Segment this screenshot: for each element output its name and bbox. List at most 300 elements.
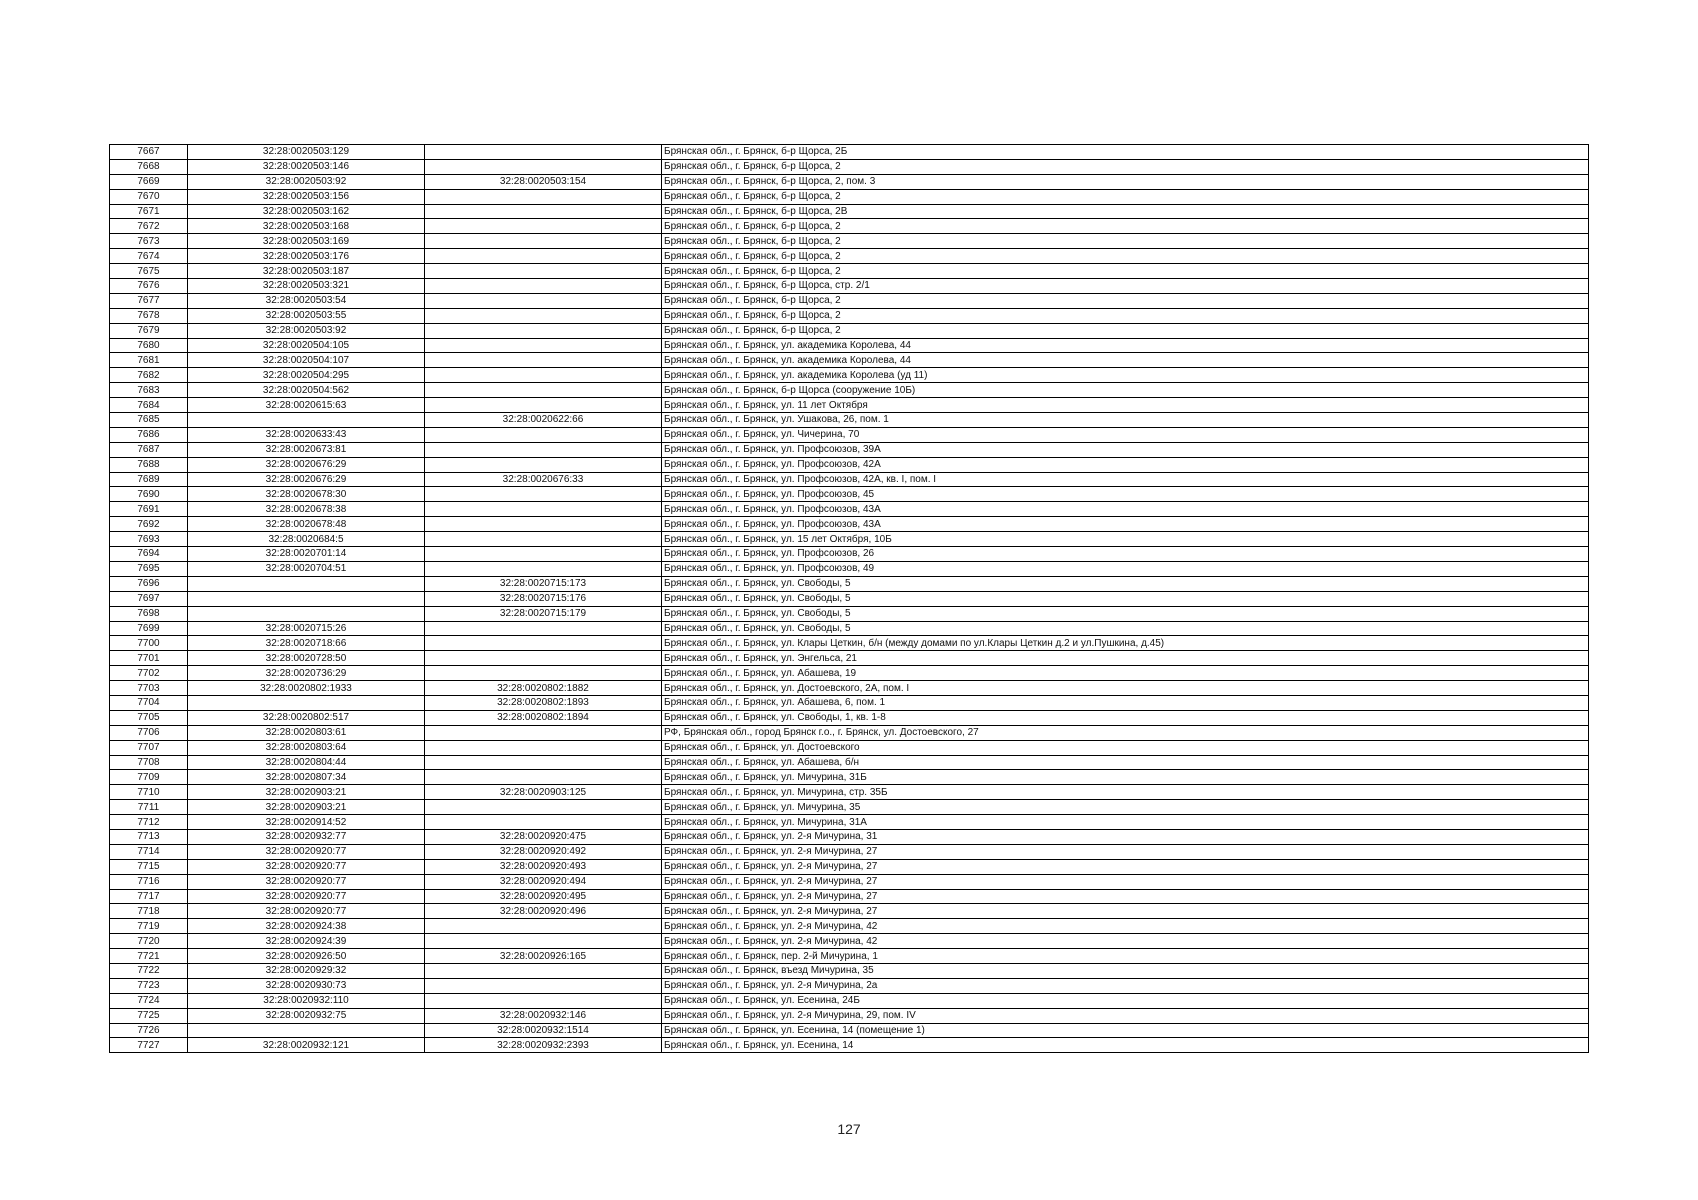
row-number-cell: 7691: [110, 502, 188, 517]
cadastral-number-cell: 32:28:0020930:73: [188, 978, 425, 993]
address-cell: Брянская обл., г. Брянск, б-р Щорса, 2: [662, 234, 1589, 249]
related-cadastral-number-cell: 32:28:0020715:173: [425, 576, 662, 591]
related-cadastral-number-cell: [425, 800, 662, 815]
row-number-cell: 7683: [110, 383, 188, 398]
address-cell: Брянская обл., г. Брянск, ул. Профсоюзов, 45: [662, 487, 1589, 502]
row-number-cell: 7720: [110, 934, 188, 949]
row-number-cell: 7696: [110, 576, 188, 591]
table-row: [110, 695, 1589, 710]
related-cadastral-number-cell: [425, 963, 662, 978]
related-cadastral-number-cell: 32:28:0020802:1894: [425, 710, 662, 725]
cadastral-number-cell: 32:28:0020803:64: [188, 740, 425, 755]
address-cell: Брянская обл., г. Брянск, ул. академика Королева (уд 11): [662, 368, 1589, 383]
address-cell: Брянская обл., г. Брянск, ул. Свободы, 5: [662, 606, 1589, 621]
cadastral-number-cell: 32:28:0020802:1933: [188, 681, 425, 696]
address-cell: РФ, Брянская обл., город Брянск г.о., г. Брянск, ул. Достоевского, 27: [662, 725, 1589, 740]
row-number-cell: 7689: [110, 472, 188, 487]
address-cell: Брянская обл., г. Брянск, ул. Профсоюзов, 39А: [662, 442, 1589, 457]
related-cadastral-number-cell: 32:28:0020676:33: [425, 472, 662, 487]
related-cadastral-number-cell: [425, 323, 662, 338]
row-number-cell: 7700: [110, 636, 188, 651]
row-number-cell: 7713: [110, 829, 188, 844]
cadastral-number-cell: 32:28:0020701:14: [188, 547, 425, 562]
row-number-cell: 7724: [110, 993, 188, 1008]
address-cell: Брянская обл., г. Брянск, б-р Щорса, 2: [662, 189, 1589, 204]
table-row: [110, 279, 1589, 294]
table-row: [110, 413, 1589, 428]
row-number-cell: 7671: [110, 204, 188, 219]
table-row: [110, 383, 1589, 398]
table-row: [110, 859, 1589, 874]
related-cadastral-number-cell: 32:28:0020715:179: [425, 606, 662, 621]
related-cadastral-number-cell: [425, 993, 662, 1008]
cadastral-number-cell: 32:28:0020728:50: [188, 651, 425, 666]
row-number-cell: 7670: [110, 189, 188, 204]
table-row: [110, 561, 1589, 576]
row-number-cell: 7709: [110, 770, 188, 785]
related-cadastral-number-cell: 32:28:0020920:494: [425, 874, 662, 889]
row-number-cell: 7677: [110, 293, 188, 308]
row-number-cell: 7676: [110, 279, 188, 294]
table-row: [110, 472, 1589, 487]
table-row: [110, 874, 1589, 889]
table-row: [110, 621, 1589, 636]
cadastral-number-cell: 32:28:0020503:55: [188, 308, 425, 323]
related-cadastral-number-cell: [425, 770, 662, 785]
table-row: [110, 651, 1589, 666]
related-cadastral-number-cell: [425, 368, 662, 383]
related-cadastral-number-cell: [425, 561, 662, 576]
row-number-cell: 7690: [110, 487, 188, 502]
address-cell: Брянская обл., г. Брянск, пер. 2-й Мичурина, 1: [662, 949, 1589, 964]
table-row: [110, 517, 1589, 532]
address-cell: Брянская обл., г. Брянск, ул. академика Королева, 44: [662, 353, 1589, 368]
address-cell: Брянская обл., г. Брянск, ул. 2-я Мичурина, 2а: [662, 978, 1589, 993]
row-number-cell: 7718: [110, 904, 188, 919]
table-row: [110, 308, 1589, 323]
table-row: [110, 978, 1589, 993]
related-cadastral-number-cell: [425, 934, 662, 949]
table-row: [110, 785, 1589, 800]
cadastral-number-cell: 32:28:0020924:39: [188, 934, 425, 949]
related-cadastral-number-cell: [425, 666, 662, 681]
table-row: [110, 219, 1589, 234]
row-number-cell: 7721: [110, 949, 188, 964]
address-cell: Брянская обл., г. Брянск, б-р Щорса, 2: [662, 293, 1589, 308]
row-number-cell: 7707: [110, 740, 188, 755]
table-row: [110, 1008, 1589, 1023]
cadastral-number-cell: 32:28:0020807:34: [188, 770, 425, 785]
related-cadastral-number-cell: [425, 189, 662, 204]
cadastral-number-cell: 32:28:0020920:77: [188, 859, 425, 874]
table-row: [110, 710, 1589, 725]
row-number-cell: 7704: [110, 695, 188, 710]
table-row: [110, 1038, 1589, 1053]
address-cell: Брянская обл., г. Брянск, ул. Свободы, 1, кв. 1-8: [662, 710, 1589, 725]
cadastral-number-cell: 32:28:0020932:77: [188, 829, 425, 844]
cadastral-number-cell: 32:28:0020503:176: [188, 249, 425, 264]
table-row: [110, 666, 1589, 681]
related-cadastral-number-cell: [425, 234, 662, 249]
registry-table: [109, 144, 1589, 1053]
table-row: [110, 457, 1589, 472]
cadastral-number-cell: 32:28:0020676:29: [188, 472, 425, 487]
row-number-cell: 7673: [110, 234, 188, 249]
cadastral-number-cell: 32:28:0020503:92: [188, 323, 425, 338]
row-number-cell: 7727: [110, 1038, 188, 1053]
cadastral-number-cell: 32:28:0020504:295: [188, 368, 425, 383]
table-row: [110, 949, 1589, 964]
related-cadastral-number-cell: [425, 651, 662, 666]
related-cadastral-number-cell: [425, 755, 662, 770]
related-cadastral-number-cell: [425, 279, 662, 294]
address-cell: Брянская обл., г. Брянск, ул. 15 лет Октября, 10Б: [662, 532, 1589, 547]
row-number-cell: 7669: [110, 174, 188, 189]
row-number-cell: 7698: [110, 606, 188, 621]
row-number-cell: 7686: [110, 427, 188, 442]
address-cell: Брянская обл., г. Брянск, ул. Мичурина, 31А: [662, 815, 1589, 830]
cadastral-number-cell: 32:28:0020503:146: [188, 159, 425, 174]
address-cell: Брянская обл., г. Брянск, ул. 2-я Мичурина, 27: [662, 859, 1589, 874]
table-row: [110, 189, 1589, 204]
table-row: [110, 487, 1589, 502]
table-row: [110, 234, 1589, 249]
table-row: [110, 547, 1589, 562]
address-cell: Брянская обл., г. Брянск, ул. Профсоюзов, 26: [662, 547, 1589, 562]
related-cadastral-number-cell: [425, 487, 662, 502]
row-number-cell: 7678: [110, 308, 188, 323]
address-cell: Брянская обл., г. Брянск, ул. Достоевского: [662, 740, 1589, 755]
page-number: 127: [837, 1121, 861, 1137]
address-cell: Брянская обл., г. Брянск, ул. Мичурина, 31Б: [662, 770, 1589, 785]
cadastral-number-cell: 32:28:0020715:26: [188, 621, 425, 636]
row-number-cell: 7695: [110, 561, 188, 576]
table-row: [110, 264, 1589, 279]
table-row: [110, 606, 1589, 621]
related-cadastral-number-cell: [425, 204, 662, 219]
related-cadastral-number-cell: 32:28:0020920:475: [425, 829, 662, 844]
cadastral-number-cell: 32:28:0020802:517: [188, 710, 425, 725]
row-number-cell: 7674: [110, 249, 188, 264]
cadastral-number-cell: 32:28:0020673:81: [188, 442, 425, 457]
address-cell: Брянская обл., г. Брянск, ул. Профсоюзов, 43А: [662, 502, 1589, 517]
row-number-cell: 7681: [110, 353, 188, 368]
address-cell: Брянская обл., г. Брянск, ул. академика Королева, 44: [662, 338, 1589, 353]
address-cell: Брянская обл., г. Брянск, б-р Щорса, стр. 2/1: [662, 279, 1589, 294]
row-number-cell: 7710: [110, 785, 188, 800]
related-cadastral-number-cell: 32:28:0020932:146: [425, 1008, 662, 1023]
table-row: [110, 502, 1589, 517]
address-cell: Брянская обл., г. Брянск, ул. Абашева, 19: [662, 666, 1589, 681]
related-cadastral-number-cell: [425, 293, 662, 308]
related-cadastral-number-cell: [425, 427, 662, 442]
table-row: [110, 293, 1589, 308]
address-cell: Брянская обл., г. Брянск, б-р Щорса, 2: [662, 249, 1589, 264]
row-number-cell: 7716: [110, 874, 188, 889]
row-number-cell: 7699: [110, 621, 188, 636]
row-number-cell: 7708: [110, 755, 188, 770]
related-cadastral-number-cell: 32:28:0020903:125: [425, 785, 662, 800]
cadastral-number-cell: 32:28:0020718:66: [188, 636, 425, 651]
address-cell: Брянская обл., г. Брянск, ул. Ушакова, 26, пом. 1: [662, 413, 1589, 428]
table-row: [110, 815, 1589, 830]
address-cell: Брянская обл., г. Брянск, ул. Профсоюзов, 42А, кв. I, пом. I: [662, 472, 1589, 487]
row-number-cell: 7692: [110, 517, 188, 532]
address-cell: Брянская обл., г. Брянск, ул. Достоевского, 2А, пом. I: [662, 681, 1589, 696]
cadastral-number-cell: 32:28:0020920:77: [188, 889, 425, 904]
cadastral-number-cell: 32:28:0020503:187: [188, 264, 425, 279]
related-cadastral-number-cell: [425, 398, 662, 413]
related-cadastral-number-cell: [425, 308, 662, 323]
cadastral-number-cell: 32:28:0020803:61: [188, 725, 425, 740]
related-cadastral-number-cell: [425, 159, 662, 174]
related-cadastral-number-cell: [425, 636, 662, 651]
table-row: [110, 963, 1589, 978]
cadastral-number-cell: 32:28:0020615:63: [188, 398, 425, 413]
related-cadastral-number-cell: [425, 338, 662, 353]
address-cell: Брянская обл., г. Брянск, б-р Щорса, 2В: [662, 204, 1589, 219]
table-row: [110, 398, 1589, 413]
cadastral-number-cell: 32:28:0020914:52: [188, 815, 425, 830]
row-number-cell: 7694: [110, 547, 188, 562]
row-number-cell: 7675: [110, 264, 188, 279]
address-cell: Брянская обл., г. Брянск, ул. Мичурина, стр. 35Б: [662, 785, 1589, 800]
row-number-cell: 7712: [110, 815, 188, 830]
cadastral-number-cell: 32:28:0020684:5: [188, 532, 425, 547]
related-cadastral-number-cell: [425, 725, 662, 740]
related-cadastral-number-cell: [425, 919, 662, 934]
address-cell: Брянская обл., г. Брянск, ул. Профсоюзов, 49: [662, 561, 1589, 576]
row-number-cell: 7723: [110, 978, 188, 993]
cadastral-number-cell: 32:28:0020678:30: [188, 487, 425, 502]
table-row: [110, 844, 1589, 859]
cadastral-number-cell: 32:28:0020920:77: [188, 874, 425, 889]
related-cadastral-number-cell: [425, 621, 662, 636]
cadastral-number-cell: [188, 413, 425, 428]
table-row: [110, 889, 1589, 904]
address-cell: Брянская обл., г. Брянск, б-р Щорса, 2: [662, 264, 1589, 279]
row-number-cell: 7717: [110, 889, 188, 904]
related-cadastral-number-cell: 32:28:0020926:165: [425, 949, 662, 964]
related-cadastral-number-cell: 32:28:0020802:1893: [425, 695, 662, 710]
address-cell: Брянская обл., г. Брянск, ул. Свободы, 5: [662, 591, 1589, 606]
row-number-cell: 7672: [110, 219, 188, 234]
cadastral-number-cell: 32:28:0020678:48: [188, 517, 425, 532]
registry-table-body: [110, 145, 1589, 1053]
address-cell: Брянская обл., г. Брянск, ул. 11 лет Октября: [662, 398, 1589, 413]
table-row: [110, 532, 1589, 547]
table-row: [110, 159, 1589, 174]
table-row: [110, 800, 1589, 815]
address-cell: Брянская обл., г. Брянск, б-р Щорса, 2Б: [662, 145, 1589, 160]
related-cadastral-number-cell: 32:28:0020715:176: [425, 591, 662, 606]
table-row: [110, 770, 1589, 785]
cadastral-number-cell: 32:28:0020804:44: [188, 755, 425, 770]
related-cadastral-number-cell: [425, 249, 662, 264]
related-cadastral-number-cell: 32:28:0020920:496: [425, 904, 662, 919]
cadastral-number-cell: 32:28:0020678:38: [188, 502, 425, 517]
address-cell: Брянская обл., г. Брянск, ул. 2-я Мичурина, 29, пом. IV: [662, 1008, 1589, 1023]
cadastral-number-cell: [188, 576, 425, 591]
cadastral-number-cell: 32:28:0020503:54: [188, 293, 425, 308]
address-cell: Брянская обл., г. Брянск, ул. Клары Цеткин, б/н (между домами по ул.Клары Цеткин д.2 и ул.Пушкина, д.45): [662, 636, 1589, 651]
cadastral-number-cell: 32:28:0020503:169: [188, 234, 425, 249]
table-row: [110, 725, 1589, 740]
cadastral-number-cell: 32:28:0020503:92: [188, 174, 425, 189]
row-number-cell: 7682: [110, 368, 188, 383]
address-cell: Брянская обл., г. Брянск, ул. 2-я Мичурина, 27: [662, 904, 1589, 919]
related-cadastral-number-cell: [425, 547, 662, 562]
related-cadastral-number-cell: [425, 264, 662, 279]
row-number-cell: 7667: [110, 145, 188, 160]
row-number-cell: 7703: [110, 681, 188, 696]
address-cell: Брянская обл., г. Брянск, ул. Чичерина, 70: [662, 427, 1589, 442]
cadastral-number-cell: [188, 591, 425, 606]
address-cell: Брянская обл., г. Брянск, б-р Щорса, 2: [662, 219, 1589, 234]
address-cell: Брянская обл., г. Брянск, ул. Абашева, б/н: [662, 755, 1589, 770]
cadastral-number-cell: 32:28:0020932:75: [188, 1008, 425, 1023]
cadastral-number-cell: 32:28:0020504:562: [188, 383, 425, 398]
row-number-cell: 7706: [110, 725, 188, 740]
related-cadastral-number-cell: 32:28:0020920:493: [425, 859, 662, 874]
row-number-cell: 7714: [110, 844, 188, 859]
row-number-cell: 7715: [110, 859, 188, 874]
row-number-cell: 7687: [110, 442, 188, 457]
row-number-cell: 7697: [110, 591, 188, 606]
cadastral-number-cell: 32:28:0020920:77: [188, 844, 425, 859]
related-cadastral-number-cell: 32:28:0020503:154: [425, 174, 662, 189]
cadastral-number-cell: 32:28:0020903:21: [188, 800, 425, 815]
related-cadastral-number-cell: 32:28:0020802:1882: [425, 681, 662, 696]
table-row: [110, 636, 1589, 651]
row-number-cell: 7685: [110, 413, 188, 428]
table-row: [110, 993, 1589, 1008]
cadastral-number-cell: 32:28:0020504:107: [188, 353, 425, 368]
table-row: [110, 740, 1589, 755]
address-cell: Брянская обл., г. Брянск, въезд Мичурина, 35: [662, 963, 1589, 978]
related-cadastral-number-cell: [425, 815, 662, 830]
address-cell: Брянская обл., г. Брянск, ул. Мичурина, 35: [662, 800, 1589, 815]
table-row: [110, 755, 1589, 770]
address-cell: Брянская обл., г. Брянск, ул. 2-я Мичурина, 27: [662, 889, 1589, 904]
address-cell: Брянская обл., г. Брянск, ул. Есенина, 14: [662, 1038, 1589, 1053]
table-row: [110, 919, 1589, 934]
address-cell: Брянская обл., г. Брянск, б-р Щорса (сооружение 10Б): [662, 383, 1589, 398]
related-cadastral-number-cell: 32:28:0020932:1514: [425, 1023, 662, 1038]
row-number-cell: 7711: [110, 800, 188, 815]
cadastral-number-cell: 32:28:0020503:168: [188, 219, 425, 234]
cadastral-number-cell: 32:28:0020929:32: [188, 963, 425, 978]
table-row: [110, 204, 1589, 219]
table-row: [110, 1023, 1589, 1038]
related-cadastral-number-cell: 32:28:0020622:66: [425, 413, 662, 428]
related-cadastral-number-cell: 32:28:0020920:495: [425, 889, 662, 904]
table-row: [110, 427, 1589, 442]
cadastral-number-cell: 32:28:0020503:162: [188, 204, 425, 219]
table-row: [110, 681, 1589, 696]
address-cell: Брянская обл., г. Брянск, ул. Есенина, 24Б: [662, 993, 1589, 1008]
row-number-cell: 7722: [110, 963, 188, 978]
table-row: [110, 174, 1589, 189]
address-cell: Брянская обл., г. Брянск, б-р Щорса, 2: [662, 308, 1589, 323]
related-cadastral-number-cell: [425, 353, 662, 368]
address-cell: Брянская обл., г. Брянск, ул. 2-я Мичурина, 42: [662, 934, 1589, 949]
cadastral-number-cell: 32:28:0020704:51: [188, 561, 425, 576]
cadastral-number-cell: 32:28:0020633:43: [188, 427, 425, 442]
address-cell: Брянская обл., г. Брянск, б-р Щорса, 2: [662, 323, 1589, 338]
row-number-cell: 7688: [110, 457, 188, 472]
row-number-cell: 7719: [110, 919, 188, 934]
cadastral-number-cell: 32:28:0020503:156: [188, 189, 425, 204]
cadastral-number-cell: [188, 606, 425, 621]
address-cell: Брянская обл., г. Брянск, б-р Щорса, 2: [662, 159, 1589, 174]
cadastral-number-cell: 32:28:0020504:105: [188, 338, 425, 353]
table-row: [110, 576, 1589, 591]
table-row: [110, 442, 1589, 457]
row-number-cell: 7679: [110, 323, 188, 338]
cadastral-number-cell: 32:28:0020676:29: [188, 457, 425, 472]
cadastral-number-cell: [188, 1023, 425, 1038]
table-row: [110, 338, 1589, 353]
related-cadastral-number-cell: 32:28:0020920:492: [425, 844, 662, 859]
row-number-cell: 7725: [110, 1008, 188, 1023]
cadastral-number-cell: 32:28:0020932:110: [188, 993, 425, 1008]
related-cadastral-number-cell: [425, 532, 662, 547]
row-number-cell: 7705: [110, 710, 188, 725]
cadastral-number-cell: 32:28:0020924:38: [188, 919, 425, 934]
related-cadastral-number-cell: [425, 457, 662, 472]
cadastral-number-cell: 32:28:0020920:77: [188, 904, 425, 919]
cadastral-number-cell: 32:28:0020736:29: [188, 666, 425, 681]
related-cadastral-number-cell: [425, 978, 662, 993]
table-row: [110, 591, 1589, 606]
related-cadastral-number-cell: [425, 442, 662, 457]
related-cadastral-number-cell: [425, 502, 662, 517]
table-row: [110, 904, 1589, 919]
row-number-cell: 7684: [110, 398, 188, 413]
cadastral-number-cell: 32:28:0020503:321: [188, 279, 425, 294]
row-number-cell: 7702: [110, 666, 188, 681]
table-row: [110, 353, 1589, 368]
cadastral-number-cell: 32:28:0020926:50: [188, 949, 425, 964]
address-cell: Брянская обл., г. Брянск, ул. Есенина, 14 (помещение 1): [662, 1023, 1589, 1038]
address-cell: Брянская обл., г. Брянск, ул. Энгельса, 21: [662, 651, 1589, 666]
table-row: [110, 145, 1589, 160]
row-number-cell: 7693: [110, 532, 188, 547]
cadastral-number-cell: [188, 695, 425, 710]
cadastral-number-cell: 32:28:0020932:121: [188, 1038, 425, 1053]
row-number-cell: 7668: [110, 159, 188, 174]
address-cell: Брянская обл., г. Брянск, б-р Щорса, 2, пом. 3: [662, 174, 1589, 189]
related-cadastral-number-cell: [425, 383, 662, 398]
table-row: [110, 368, 1589, 383]
address-cell: Брянская обл., г. Брянск, ул. 2-я Мичурина, 27: [662, 844, 1589, 859]
address-cell: Брянская обл., г. Брянск, ул. Свободы, 5: [662, 576, 1589, 591]
row-number-cell: 7701: [110, 651, 188, 666]
cadastral-number-cell: 32:28:0020903:21: [188, 785, 425, 800]
address-cell: Брянская обл., г. Брянск, ул. Профсоюзов, 43А: [662, 517, 1589, 532]
related-cadastral-number-cell: [425, 517, 662, 532]
related-cadastral-number-cell: [425, 145, 662, 160]
address-cell: Брянская обл., г. Брянск, ул. Свободы, 5: [662, 621, 1589, 636]
related-cadastral-number-cell: 32:28:0020932:2393: [425, 1038, 662, 1053]
row-number-cell: 7680: [110, 338, 188, 353]
related-cadastral-number-cell: [425, 740, 662, 755]
table-row: [110, 829, 1589, 844]
table-row: [110, 934, 1589, 949]
address-cell: Брянская обл., г. Брянск, ул. Профсоюзов, 42А: [662, 457, 1589, 472]
address-cell: Брянская обл., г. Брянск, ул. Абашева, 6, пом. 1: [662, 695, 1589, 710]
